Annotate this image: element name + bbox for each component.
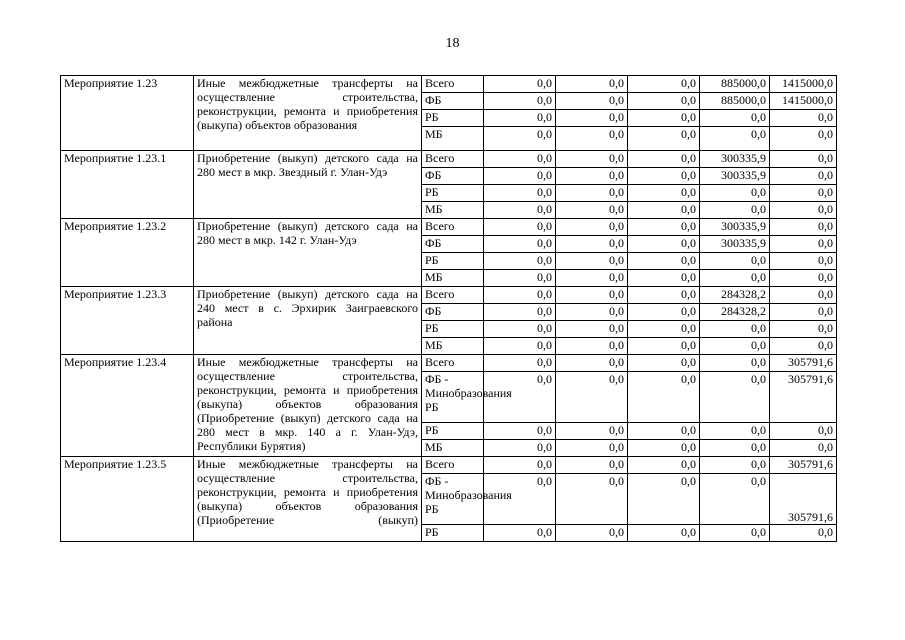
value-cell: 0,0 xyxy=(484,423,556,440)
value-cell: 0,0 xyxy=(484,185,556,202)
value-cell: 0,0 xyxy=(628,270,700,287)
value-cell: 0,0 xyxy=(700,355,770,372)
funding-source: Всего xyxy=(422,76,484,93)
value-cell: 0,0 xyxy=(628,321,700,338)
value-cell: 0,0 xyxy=(484,270,556,287)
value-cell: 0,0 xyxy=(628,287,700,304)
value-cell: 0,0 xyxy=(700,525,770,542)
value-cell: 0,0 xyxy=(484,287,556,304)
value-cell: 284328,2 xyxy=(700,304,770,321)
value-cell: 0,0 xyxy=(484,93,556,110)
funding-source: РБ xyxy=(422,525,484,542)
funding-source: РБ xyxy=(422,185,484,202)
value-cell: 0,0 xyxy=(770,185,837,202)
value-cell: 0,0 xyxy=(556,287,628,304)
value-cell: 0,0 xyxy=(628,338,700,355)
value-cell: 0,0 xyxy=(628,185,700,202)
measure-description: Иные межбюджетные трансферты на осуществление строительства, реконструкции, ремонта и приобретения (выкупа) объектов образования xyxy=(194,76,422,151)
value-cell: 305791,6 xyxy=(770,372,837,423)
value-cell: 0,0 xyxy=(556,185,628,202)
value-cell: 0,0 xyxy=(770,440,837,457)
value-cell: 0,0 xyxy=(484,525,556,542)
value-cell: 1415000,0 xyxy=(770,93,837,110)
value-cell: 0,0 xyxy=(556,76,628,93)
value-cell: 0,0 xyxy=(628,93,700,110)
value-cell: 0,0 xyxy=(700,202,770,219)
value-cell: 0,0 xyxy=(700,338,770,355)
value-cell: 0,0 xyxy=(770,202,837,219)
value-cell: 0,0 xyxy=(628,474,700,525)
value-cell: 0,0 xyxy=(628,423,700,440)
value-cell: 0,0 xyxy=(484,321,556,338)
value-cell: 0,0 xyxy=(700,270,770,287)
table-row xyxy=(61,151,837,168)
value-cell: 885000,0 xyxy=(700,76,770,93)
funding-source: Всего xyxy=(422,287,484,304)
funding-source: ФБ - Минобразования РБ xyxy=(422,372,484,423)
value-cell: 0,0 xyxy=(556,440,628,457)
funding-source: ФБ xyxy=(422,168,484,185)
measure-description: Иные межбюджетные трансферты на осуществление строительства, реконструкции, ремонта и приобретения (выкупа) объектов образования (Приобретение (выкуп) детского сада на 280 мест в мкр. 140 а г. Улан-Удэ, Республики Бурятия) xyxy=(194,355,422,457)
value-cell: 0,0 xyxy=(484,253,556,270)
value-cell: 0,0 xyxy=(628,253,700,270)
value-cell: 0,0 xyxy=(770,127,837,151)
value-cell: 0,0 xyxy=(556,253,628,270)
value-cell: 0,0 xyxy=(770,219,837,236)
value-cell: 0,0 xyxy=(628,304,700,321)
measure-name: Мероприятие 1.23.5 xyxy=(61,457,194,542)
value-cell: 0,0 xyxy=(484,457,556,474)
value-cell: 0,0 xyxy=(700,185,770,202)
value-cell: 0,0 xyxy=(700,253,770,270)
measure-name: Мероприятие 1.23 xyxy=(61,76,194,151)
table-row xyxy=(61,219,837,236)
value-cell: 305791,6 xyxy=(770,355,837,372)
value-cell: 0,0 xyxy=(628,110,700,127)
value-cell: 885000,0 xyxy=(700,93,770,110)
value-cell: 0,0 xyxy=(556,202,628,219)
funding-source: РБ xyxy=(422,253,484,270)
value-cell: 0,0 xyxy=(556,110,628,127)
funding-source: ФБ xyxy=(422,236,484,253)
value-cell: 305791,6 xyxy=(770,474,837,525)
value-cell: 0,0 xyxy=(556,168,628,185)
value-cell: 0,0 xyxy=(770,236,837,253)
value-cell: 0,0 xyxy=(628,355,700,372)
value-cell: 0,0 xyxy=(484,168,556,185)
value-cell: 0,0 xyxy=(700,474,770,525)
value-cell: 0,0 xyxy=(770,110,837,127)
table-row xyxy=(61,76,837,93)
table-row xyxy=(61,287,837,304)
value-cell: 0,0 xyxy=(484,338,556,355)
funding-source: ФБ xyxy=(422,304,484,321)
value-cell: 0,0 xyxy=(556,270,628,287)
value-cell: 0,0 xyxy=(628,440,700,457)
value-cell: 0,0 xyxy=(770,338,837,355)
value-cell: 0,0 xyxy=(770,151,837,168)
funding-source: МБ xyxy=(422,270,484,287)
value-cell: 0,0 xyxy=(556,151,628,168)
funding-source: Всего xyxy=(422,219,484,236)
value-cell: 0,0 xyxy=(770,321,837,338)
funding-source: Всего xyxy=(422,355,484,372)
value-cell: 0,0 xyxy=(556,321,628,338)
value-cell: 0,0 xyxy=(700,321,770,338)
value-cell: 0,0 xyxy=(556,93,628,110)
value-cell: 0,0 xyxy=(770,304,837,321)
value-cell: 0,0 xyxy=(700,457,770,474)
value-cell: 0,0 xyxy=(484,219,556,236)
value-cell: 0,0 xyxy=(700,440,770,457)
funding-source: Всего xyxy=(422,151,484,168)
value-cell: 0,0 xyxy=(556,304,628,321)
value-cell: 0,0 xyxy=(484,151,556,168)
value-cell: 0,0 xyxy=(556,474,628,525)
value-cell: 300335,9 xyxy=(700,236,770,253)
value-cell: 1415000,0 xyxy=(770,76,837,93)
table-row xyxy=(61,355,837,372)
funding-source: ФБ xyxy=(422,93,484,110)
value-cell: 0,0 xyxy=(628,525,700,542)
value-cell: 0,0 xyxy=(484,355,556,372)
value-cell: 0,0 xyxy=(770,423,837,440)
value-cell: 0,0 xyxy=(556,372,628,423)
funding-source: МБ xyxy=(422,202,484,219)
value-cell: 0,0 xyxy=(484,202,556,219)
value-cell: 0,0 xyxy=(484,110,556,127)
value-cell: 0,0 xyxy=(770,287,837,304)
value-cell: 0,0 xyxy=(628,127,700,151)
value-cell: 0,0 xyxy=(700,127,770,151)
measure-description: Приобретение (выкуп) детского сада на 280 мест в мкр. 142 г. Улан-Удэ xyxy=(194,219,422,287)
value-cell: 0,0 xyxy=(484,304,556,321)
value-cell: 0,0 xyxy=(628,457,700,474)
budget-table xyxy=(60,75,837,542)
value-cell: 0,0 xyxy=(628,168,700,185)
value-cell: 0,0 xyxy=(556,338,628,355)
value-cell: 0,0 xyxy=(628,202,700,219)
value-cell: 0,0 xyxy=(628,219,700,236)
value-cell: 0,0 xyxy=(770,253,837,270)
measure-name: Мероприятие 1.23.4 xyxy=(61,355,194,457)
value-cell: 300335,9 xyxy=(700,168,770,185)
value-cell: 0,0 xyxy=(628,76,700,93)
value-cell: 0,0 xyxy=(556,355,628,372)
value-cell: 0,0 xyxy=(628,236,700,253)
funding-source: МБ xyxy=(422,440,484,457)
funding-source: ФБ - Минобразования РБ xyxy=(422,474,484,525)
funding-source: Всего xyxy=(422,457,484,474)
page-number: 18 xyxy=(445,36,460,51)
value-cell: 0,0 xyxy=(556,236,628,253)
funding-source: МБ xyxy=(422,127,484,151)
funding-source: РБ xyxy=(422,321,484,338)
value-cell: 0,0 xyxy=(700,110,770,127)
funding-source: РБ xyxy=(422,423,484,440)
value-cell: 0,0 xyxy=(700,423,770,440)
table-row xyxy=(61,457,837,474)
value-cell: 300335,9 xyxy=(700,151,770,168)
value-cell: 0,0 xyxy=(484,236,556,253)
value-cell: 0,0 xyxy=(556,423,628,440)
value-cell: 0,0 xyxy=(556,457,628,474)
value-cell: 0,0 xyxy=(484,474,556,525)
value-cell: 0,0 xyxy=(770,270,837,287)
value-cell: 0,0 xyxy=(556,219,628,236)
value-cell: 0,0 xyxy=(770,168,837,185)
value-cell: 300335,9 xyxy=(700,219,770,236)
measure-description: Приобретение (выкуп) детского сада на 240 мест в с. Эрхирик Заиграевского района xyxy=(194,287,422,355)
value-cell: 0,0 xyxy=(628,151,700,168)
measure-name: Мероприятие 1.23.2 xyxy=(61,219,194,287)
value-cell: 0,0 xyxy=(484,76,556,93)
value-cell: 305791,6 xyxy=(770,457,837,474)
measure-description: Иные межбюджетные трансферты на осуществление строительства, реконструкции, ремонта и приобретения (выкупа) объектов образования (Приобретение (выкуп) xyxy=(194,457,422,542)
measure-name: Мероприятие 1.23.3 xyxy=(61,287,194,355)
measure-name: Мероприятие 1.23.1 xyxy=(61,151,194,219)
value-cell: 0,0 xyxy=(628,372,700,423)
value-cell: 0,0 xyxy=(484,127,556,151)
value-cell: 0,0 xyxy=(556,525,628,542)
measure-description: Приобретение (выкуп) детского сада на 280 мест в мкр. Звездный г. Улан-Удэ xyxy=(194,151,422,219)
funding-source: МБ xyxy=(422,338,484,355)
value-cell: 0,0 xyxy=(484,440,556,457)
value-cell: 0,0 xyxy=(700,372,770,423)
value-cell: 0,0 xyxy=(484,372,556,423)
funding-source: РБ xyxy=(422,110,484,127)
value-cell: 284328,2 xyxy=(700,287,770,304)
value-cell: 0,0 xyxy=(770,525,837,542)
value-cell: 0,0 xyxy=(556,127,628,151)
